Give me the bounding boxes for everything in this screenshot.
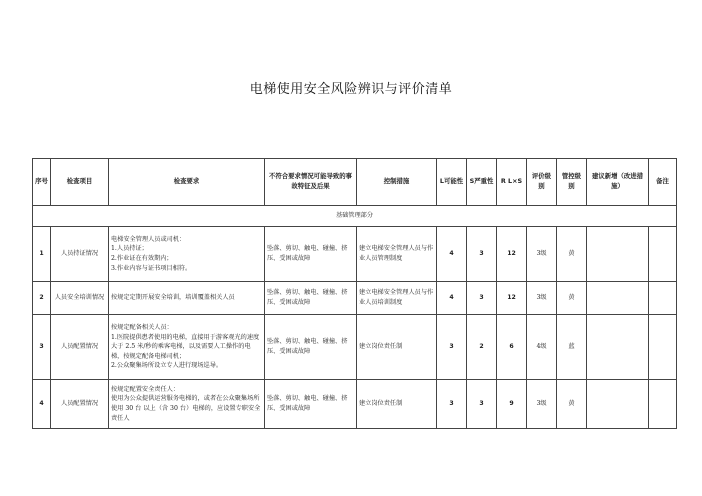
header-requirement: 检查要求 bbox=[109, 159, 265, 206]
row-likelihood: 3 bbox=[437, 315, 467, 380]
row-severity: 3 bbox=[467, 380, 497, 429]
row-no: 3 bbox=[33, 315, 51, 380]
row-no: 4 bbox=[33, 380, 51, 429]
header-control: 控制措施 bbox=[357, 159, 437, 206]
row-likelihood: 4 bbox=[437, 227, 467, 282]
row-requirement bbox=[109, 380, 265, 429]
header-control-level: 管控级别 bbox=[557, 159, 587, 206]
row-remark bbox=[649, 227, 677, 282]
row-level: 3级 bbox=[527, 380, 557, 429]
row-item: 人员安全培训情况 bbox=[51, 282, 109, 315]
row-item: 人员配置情况 bbox=[51, 315, 109, 380]
row-severity: 2 bbox=[467, 315, 497, 380]
row-remark bbox=[649, 380, 677, 429]
row-item: 人员配置情况 bbox=[51, 380, 109, 429]
row-no: 2 bbox=[33, 282, 51, 315]
row-control: 建立岗位责任制 bbox=[357, 380, 437, 429]
header-row bbox=[33, 159, 677, 206]
requirement-line: 1.医院提供患者使用的电梯，直接用于游客观光的速度大于 2.5 米/秒的乘客电梯，以及需要人工操作的电梯，按规定配备电梯司机； bbox=[111, 333, 260, 360]
row-remark bbox=[649, 315, 677, 380]
row-control-level: 黄 bbox=[557, 227, 587, 282]
row-requirement bbox=[109, 315, 265, 380]
row-requirement bbox=[109, 227, 265, 282]
requirement-line: 按规定定期开展安全培训，培训覆盖相关人员 bbox=[111, 294, 235, 302]
header-risk: R L×S bbox=[497, 159, 527, 206]
row-control: 建立电梯安全管理人员与作业人员培训制度 bbox=[357, 282, 437, 315]
row-suggestion bbox=[587, 315, 649, 380]
requirement-line: 2.作业证在有效期内； bbox=[111, 255, 173, 262]
row-suggestion bbox=[587, 227, 649, 282]
header-nonconformity: 不符合要求情况可能导致的事故特征及后果 bbox=[265, 159, 357, 206]
header-item: 检查项目 bbox=[51, 159, 109, 206]
row-nonconformity: 坠落、剪切、触电、碰撞、挤压、受困或故障 bbox=[265, 315, 357, 380]
requirement-line: 1.人员持证； bbox=[111, 245, 148, 253]
row-risk: 12 bbox=[497, 282, 527, 315]
section-row bbox=[33, 206, 677, 227]
requirement-line: 3.作业内容与证书项目相符。 bbox=[111, 264, 192, 272]
header-remark: 备注 bbox=[649, 159, 677, 206]
row-nonconformity: 坠落、剪切、触电、碰撞、挤压、受困或故障 bbox=[265, 282, 357, 315]
row-risk: 6 bbox=[497, 315, 527, 380]
row-severity: 3 bbox=[467, 227, 497, 282]
row-item: 人员持证情况 bbox=[51, 227, 109, 282]
row-risk: 12 bbox=[497, 227, 527, 282]
row-no: 1 bbox=[33, 227, 51, 282]
requirement-line: 按规定配备相关人员： bbox=[111, 323, 173, 331]
row-severity: 3 bbox=[467, 282, 497, 315]
requirement-line: 电梯安全管理人员或司机： bbox=[111, 235, 186, 243]
table-row bbox=[33, 282, 677, 315]
row-nonconformity: 坠落、剪切、触电、碰撞、挤压、受困或故障 bbox=[265, 380, 357, 429]
requirement-line: 使用为公众提供运营服务电梯的，或者在公众聚集场所使用 30 台 以上（含 30 台）电梯的，应设置专职安全责任人 bbox=[111, 395, 261, 422]
row-remark bbox=[649, 282, 677, 315]
row-risk: 9 bbox=[497, 380, 527, 429]
row-suggestion bbox=[587, 282, 649, 315]
header-severity: S严重性 bbox=[467, 159, 497, 206]
requirement-line: 按规定配置安全责任人： bbox=[111, 385, 180, 393]
section-label: 基础管理部分 bbox=[33, 206, 677, 227]
row-level: 4级 bbox=[527, 315, 557, 380]
requirement-line: 2.公众聚集场所设立专人进行现场巡导。 bbox=[111, 362, 223, 370]
page-title: 电梯使用安全风险辨识与评价清单 bbox=[249, 82, 453, 97]
risk-table bbox=[32, 158, 677, 429]
row-nonconformity: 坠落、剪切、触电、碰撞、挤压、受困或故障 bbox=[265, 227, 357, 282]
row-likelihood: 3 bbox=[437, 380, 467, 429]
table-row bbox=[33, 315, 677, 380]
header-no: 序号 bbox=[33, 159, 51, 206]
row-likelihood: 4 bbox=[437, 282, 467, 315]
row-suggestion bbox=[587, 380, 649, 429]
row-level: 3级 bbox=[527, 227, 557, 282]
row-requirement bbox=[109, 282, 265, 315]
table-row bbox=[33, 380, 677, 429]
row-control: 建立岗位责任制 bbox=[357, 315, 437, 380]
header-level: 评价级别 bbox=[527, 159, 557, 206]
header-likelihood: L可能性 bbox=[437, 159, 467, 206]
row-control-level: 黄 bbox=[557, 380, 587, 429]
table-row bbox=[33, 227, 677, 282]
row-control: 建立电梯安全管理人员与作业人员管理制度 bbox=[357, 227, 437, 282]
row-control-level: 蓝 bbox=[557, 315, 587, 380]
row-control-level: 黄 bbox=[557, 282, 587, 315]
header-suggestion: 建议新增（改进措施） bbox=[587, 159, 649, 206]
row-level: 3级 bbox=[527, 282, 557, 315]
